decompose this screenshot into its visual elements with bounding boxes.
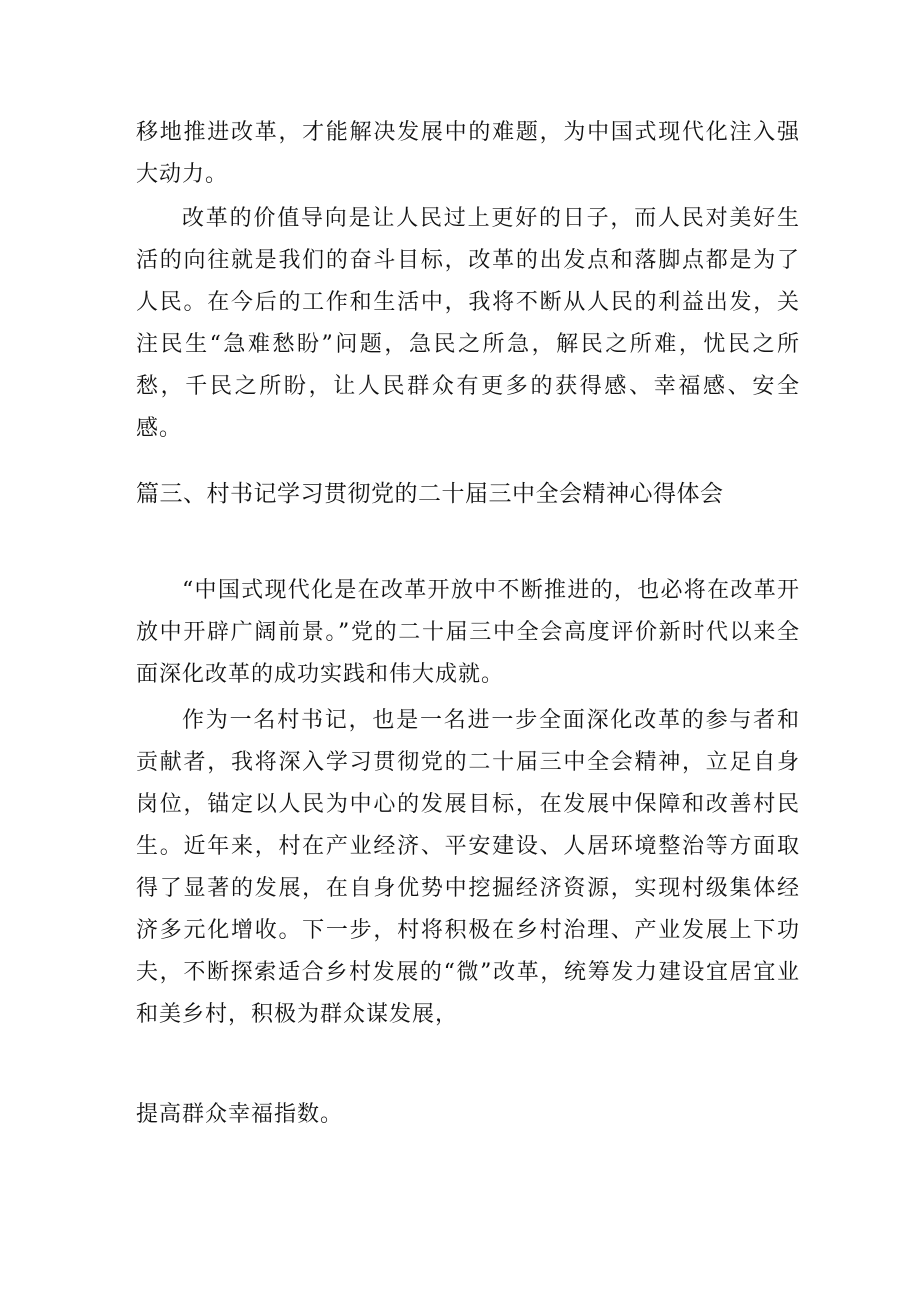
paragraph-reform-value: 改革的价值导向是让人民过上更好的日子，而人民对美好生活的向往就是我们的奋斗目标，改革的出发点和落脚点都是为了人民。在今后的工作和生活中，我将不断从人民的利益出发，关注民生“急难愁盼”问题，急民之所急，解民之所难，忧民之所愁，千民之所盼，让人民群众有更多的获得感、幸福感、安全感。 (136, 206, 800, 441)
paragraph-closing: 提高群众幸福指数。 (136, 1102, 344, 1127)
section-heading: 篇三、村书记学习贯彻党的二十届三中全会精神心得体会 (136, 481, 724, 507)
paragraph-village-secretary: 作为一名村书记，也是一名进一步全面深化改革的参与者和贡献者，我将深入学习贯彻党的二十届三中全会精神，立足自身岗位，锚定以人民为中心的发展目标，在发展中保障和改善村民生。近年来，村在产业经济、平安建设、人居环境整治等方面取得了显著的发展，在自身优势中挖掘经济资源，实现村级集体经济多元化增收。下一步，村将积极在乡村治理、产业发展上下功夫，不断探索适合乡村发展的“微”改革，统筹发力建设宜居宜业和美乡村，积极为群众谋发展， (136, 708, 800, 1027)
paragraph-quote: “中国式现代化是在改革开放中不断推进的，也必将在改革开放中开辟广阔前景。”党的二十届三中全会高度评价新时代以来全面深化改革的成功实践和伟大成就。 (136, 578, 800, 687)
paragraph-continuation: 移地推进改革，才能解决发展中的难题，为中国式现代化注入强大动力。 (136, 120, 800, 187)
